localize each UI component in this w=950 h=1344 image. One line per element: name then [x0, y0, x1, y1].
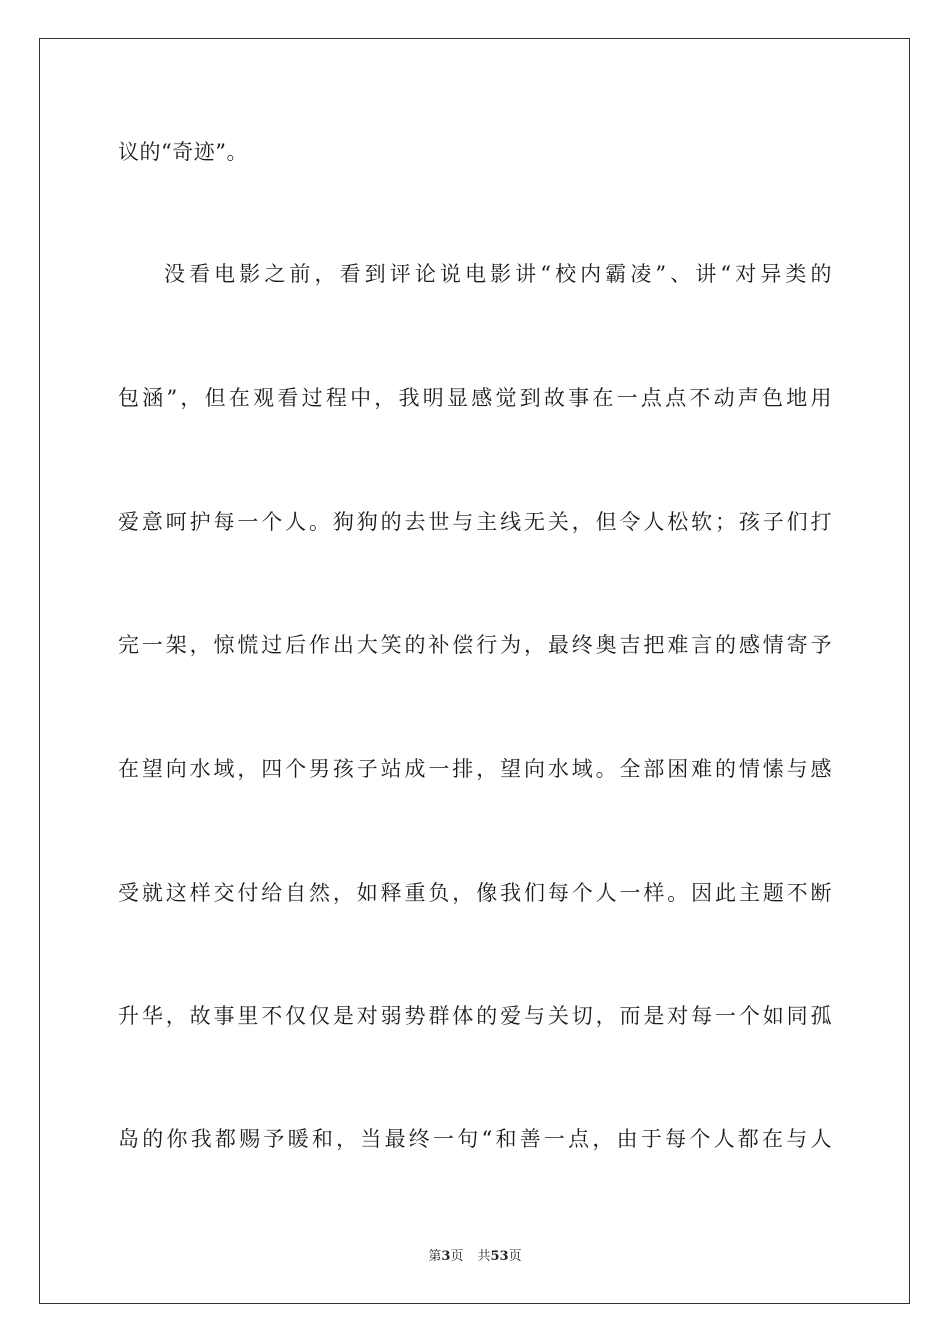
- page-suffix: 页: [450, 1249, 464, 1264]
- page-number-label: [428, 1249, 463, 1264]
- text-line-4: 爱意呵护每一个人。狗狗的去世与主线无关，但令人松软；孩子们打: [118, 510, 832, 534]
- current-page-number: 3: [441, 1249, 451, 1264]
- total-prefix: 共: [477, 1249, 491, 1264]
- text-line-2-paragraph-start: 没看电影之前，看到评论说电影讲“校内霸凌”、讲“对异类的: [164, 262, 832, 286]
- text-line-7: 受就这样交付给自然，如释重负，像我们每个人一样。因此主题不断: [118, 881, 832, 905]
- total-page-number: 53: [490, 1249, 509, 1264]
- page-prefix: 第: [428, 1249, 442, 1264]
- text-line-6: 在望向水域，四个男孩子站成一排，望向水域。全部困难的情愫与感: [118, 757, 832, 781]
- page-footer: [0, 1248, 950, 1266]
- total-suffix: 页: [508, 1249, 522, 1264]
- text-line-3: 包涵”，但在观看过程中，我明显感觉到故事在一点点不动声色地用: [118, 386, 832, 410]
- text-line-9: 岛的你我都赐予暖和，当最终一句“和善一点，由于每个人都在与人: [118, 1127, 832, 1151]
- text-line-1: 议的“奇迹”。: [118, 140, 248, 164]
- page-total-label: [477, 1249, 521, 1264]
- text-line-8: 升华，故事里不仅仅是对弱势群体的爱与关切，而是对每一个如同孤: [118, 1004, 832, 1028]
- page-border: [39, 38, 910, 1304]
- text-line-5: 完一架，惊慌过后作出大笑的补偿行为，最终奥吉把难言的感情寄予: [118, 633, 832, 657]
